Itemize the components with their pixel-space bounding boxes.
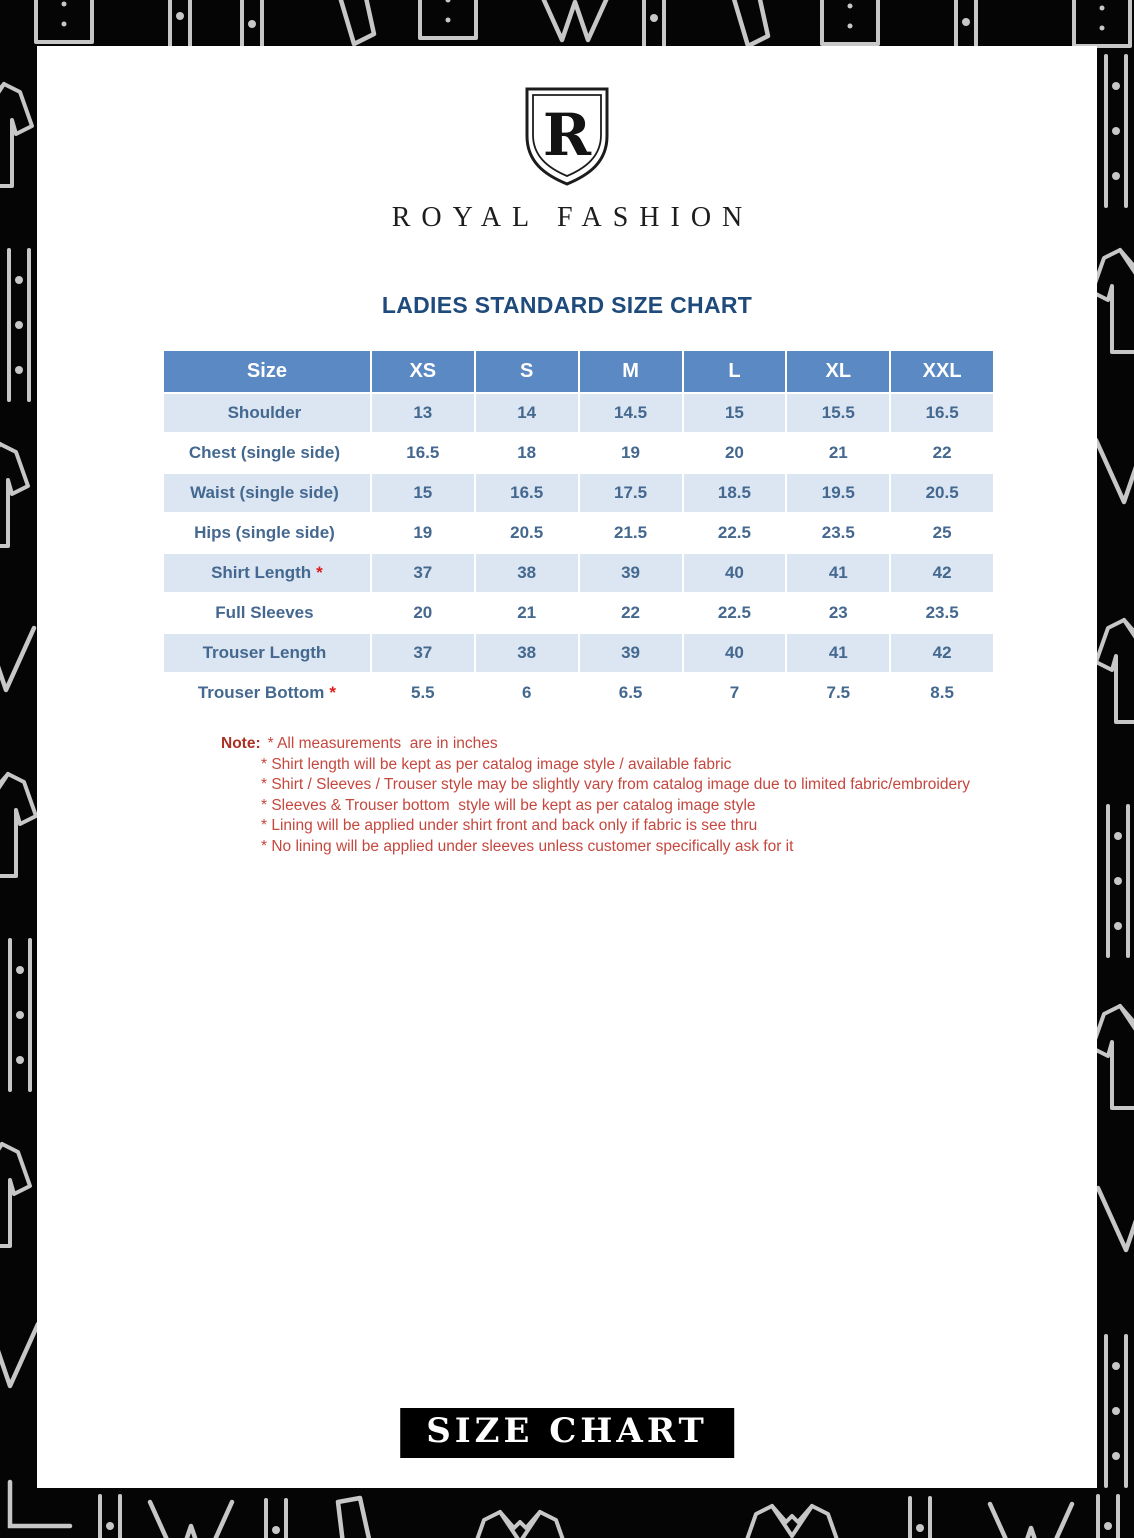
column-header-l: L	[684, 351, 786, 392]
size-value: 7	[684, 674, 786, 712]
table-row-full-sleeves	[164, 594, 993, 632]
size-value: 15	[372, 474, 474, 512]
note-line	[221, 837, 1097, 858]
size-value: 22	[891, 434, 993, 472]
size-value: 40	[684, 634, 786, 672]
size-chart-table	[162, 349, 995, 714]
size-value: 16.5	[476, 474, 578, 512]
brand-monogram: R	[542, 101, 592, 169]
row-label	[164, 674, 370, 712]
size-value: 38	[476, 554, 578, 592]
size-value: 19	[580, 434, 682, 472]
size-value: 20	[684, 434, 786, 472]
row-label	[164, 474, 370, 512]
document-sheet	[37, 46, 1097, 1488]
page-title: LADIES STANDARD SIZE CHART	[381, 292, 753, 318]
row-label	[164, 594, 370, 632]
table-header-row	[164, 351, 993, 392]
size-value: 14.5	[580, 394, 682, 432]
size-value: 25	[891, 514, 993, 552]
size-value: 41	[787, 554, 889, 592]
size-chart-banner: SIZE CHART	[400, 1408, 734, 1458]
note-text: * Shirt length will be kept as per catalog image style / available fabric	[261, 755, 732, 773]
size-value: 20	[372, 594, 474, 632]
size-value: 7.5	[787, 674, 889, 712]
note-text: * Sleeves & Trouser bottom style will be kept as per catalog image style	[261, 796, 756, 814]
size-value: 42	[891, 554, 993, 592]
brand-name: ROYAL FASHION	[391, 202, 754, 233]
size-value: 15	[684, 394, 786, 432]
table-row-trouser-length	[164, 634, 993, 672]
size-value: 19	[372, 514, 474, 552]
size-value: 21.5	[580, 514, 682, 552]
note-text: * Shirt / Sleeves / Trouser style may be slightly vary from catalog image due to limited fabric/embroidery	[261, 776, 970, 793]
row-label-text: Full Sleeves	[215, 603, 314, 622]
brand-shield-icon	[521, 84, 613, 188]
note-text: * All measurements are in inches	[267, 735, 498, 752]
table-row-chest	[164, 434, 993, 472]
table-row-shirt-length	[164, 554, 993, 592]
row-label	[164, 434, 370, 472]
table-row-waist	[164, 474, 993, 512]
size-value: 37	[372, 634, 474, 672]
row-label-text: Shoulder	[227, 403, 302, 422]
brand-logo	[37, 46, 1097, 234]
asterisk: *	[329, 683, 337, 702]
row-label	[164, 554, 370, 592]
note-line	[221, 816, 1097, 837]
column-header-xxl: XXL	[891, 351, 993, 392]
size-value: 8.5	[891, 674, 993, 712]
size-value: 6	[476, 674, 578, 712]
size-value: 39	[580, 554, 682, 592]
row-label-text: Trouser Length	[202, 643, 327, 662]
asterisk: *	[316, 563, 323, 582]
note-text: * Lining will be applied under shirt front and back only if fabric is see thru	[261, 817, 758, 834]
size-value: 22.5	[684, 514, 786, 552]
size-value: 22.5	[684, 594, 786, 632]
size-value: 16.5	[891, 394, 993, 432]
size-value: 23.5	[891, 594, 993, 632]
notes-section	[221, 734, 1097, 857]
row-label	[164, 514, 370, 552]
size-value: 39	[580, 634, 682, 672]
note-line	[221, 775, 1097, 796]
size-value: 37	[372, 554, 474, 592]
row-label-text: Shirt Length	[211, 563, 312, 582]
size-value: 16.5	[372, 434, 474, 472]
size-value: 20.5	[476, 514, 578, 552]
size-value: 22	[580, 594, 682, 632]
note-text: * No lining will be applied under sleeves unless customer specifically ask for it	[261, 837, 794, 855]
size-value: 13	[372, 394, 474, 432]
size-value: 5.5	[372, 674, 474, 712]
row-label	[164, 634, 370, 672]
size-value: 40	[684, 554, 786, 592]
note-label: Note:	[221, 735, 261, 752]
row-label-text: Waist (single side)	[190, 483, 339, 502]
note-line	[221, 734, 1097, 755]
size-value: 19.5	[787, 474, 889, 512]
size-value: 18.5	[684, 474, 786, 512]
size-value: 42	[891, 634, 993, 672]
column-header-m: M	[580, 351, 682, 392]
size-value: 20.5	[891, 474, 993, 512]
size-value: 15.5	[787, 394, 889, 432]
size-value: 6.5	[580, 674, 682, 712]
size-value: 14	[476, 394, 578, 432]
column-header-xs: XS	[372, 351, 474, 392]
size-value: 21	[787, 434, 889, 472]
size-value: 41	[787, 634, 889, 672]
row-label-text: Hips (single side)	[194, 523, 335, 542]
column-header-xl: XL	[787, 351, 889, 392]
size-value: 23	[787, 594, 889, 632]
table-row-hips	[164, 514, 993, 552]
row-label-text: Chest (single side)	[188, 443, 340, 462]
size-value: 23.5	[787, 514, 889, 552]
note-line	[221, 755, 1097, 776]
table-row-shoulder	[164, 394, 993, 432]
size-value: 21	[476, 594, 578, 632]
column-header-s: S	[476, 351, 578, 392]
size-value: 38	[476, 634, 578, 672]
row-label	[164, 394, 370, 432]
table-row-trouser-bottom	[164, 674, 993, 712]
size-value: 18	[476, 434, 578, 472]
row-label-text: Trouser Bottom	[197, 683, 325, 702]
column-header-size: Size	[164, 351, 370, 392]
size-value: 17.5	[580, 474, 682, 512]
note-line	[221, 796, 1097, 817]
